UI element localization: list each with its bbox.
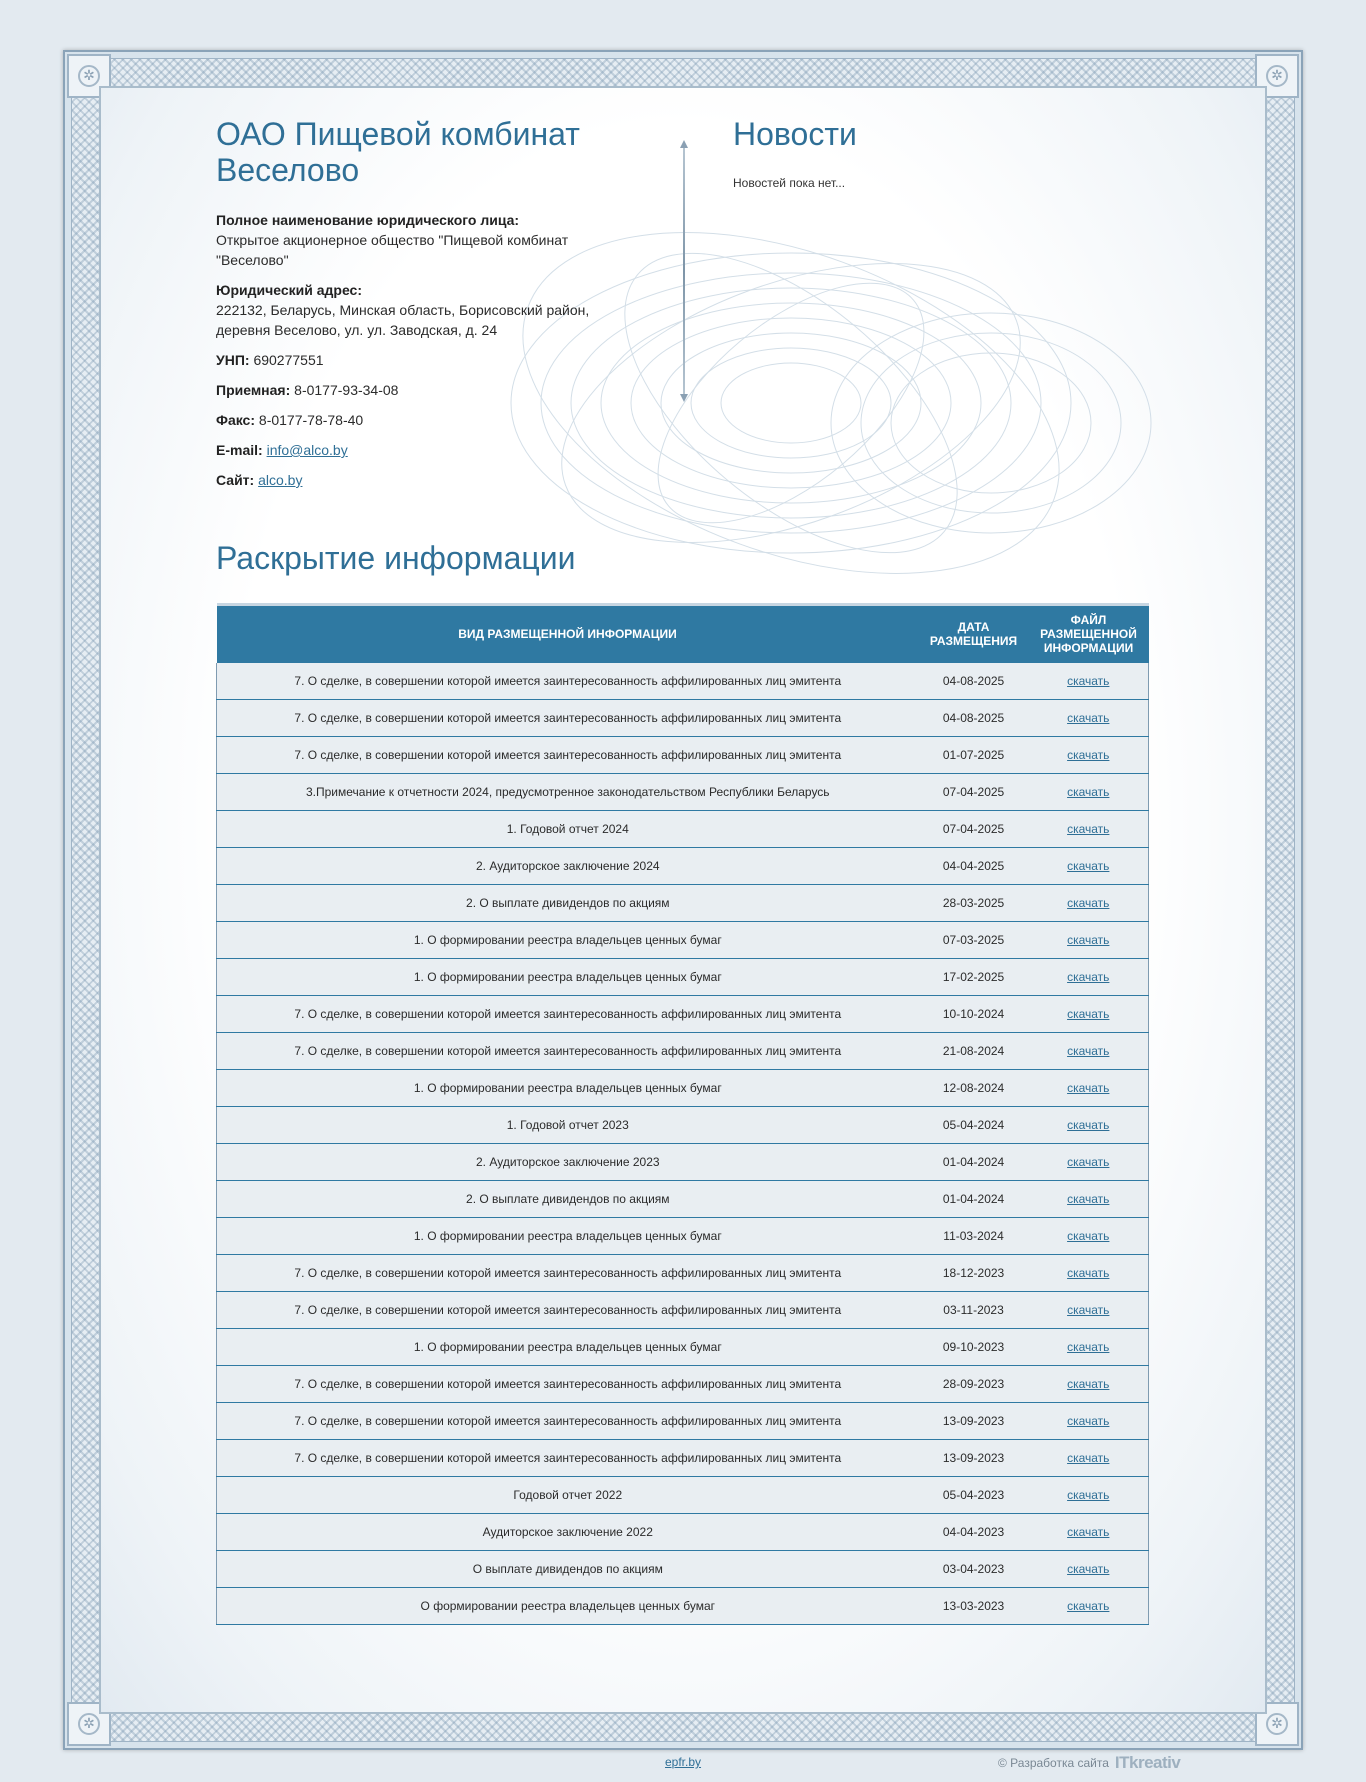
full-name-label: Полное наименование юридического лица: (216, 212, 520, 228)
download-link[interactable]: скачать (1067, 673, 1110, 688)
cell-date: 17-02-2025 (919, 959, 1029, 996)
cell-date: 07-03-2025 (919, 922, 1029, 959)
news-empty-text: Новостей пока нет... (733, 176, 846, 190)
table-row (217, 663, 1149, 700)
table-row (217, 1440, 1149, 1477)
footer-credit (998, 1753, 1180, 1773)
download-link[interactable]: скачать (1067, 1414, 1110, 1428)
cell-file (1029, 1366, 1149, 1403)
cell-info-type: 1. Годовой отчет 2024 (217, 811, 919, 848)
cell-info-type: 7. О сделке, в совершении которой имеется заинтересованность аффилированных лиц эмитента (217, 700, 919, 737)
table-row (217, 1551, 1149, 1588)
cell-info-type: 7. О сделке, в совершении которой имеется заинтересованность аффилированных лиц эмитента (217, 1255, 919, 1292)
cell-date: 03-11-2023 (919, 1292, 1029, 1329)
download-link[interactable]: скачать (1067, 1229, 1110, 1243)
cell-date: 04-04-2023 (919, 1514, 1029, 1551)
table-row (217, 1218, 1149, 1255)
table-row (217, 1144, 1149, 1181)
reception-label: Приемная: (216, 382, 291, 398)
corner-rosette-icon: ✲ (67, 1702, 111, 1746)
news-title: Новости (733, 116, 857, 152)
cell-file (1029, 1551, 1149, 1588)
cell-file (1029, 1144, 1149, 1181)
download-link[interactable]: скачать (1067, 1451, 1110, 1465)
email-row (216, 440, 616, 460)
table-row (217, 1588, 1149, 1625)
cell-info-type: 7. О сделке, в совершении которой имеется заинтересованность аффилированных лиц эмитента (217, 737, 919, 774)
table-row (217, 1033, 1149, 1070)
table-row (217, 848, 1149, 885)
download-link[interactable]: скачать (1067, 1266, 1110, 1280)
cell-date: 01-07-2025 (919, 737, 1029, 774)
cell-file (1029, 774, 1149, 811)
cell-info-type: 1. О формировании реестра владельцев ценных бумаг (217, 1329, 919, 1366)
table-row (217, 996, 1149, 1033)
footer-link[interactable]: epfr.by (665, 1755, 702, 1769)
cell-date: 18-12-2023 (919, 1255, 1029, 1292)
credit-text: © Разработка сайта (998, 1756, 1109, 1770)
cell-info-type: 7. О сделке, в совершении которой имеется заинтересованность аффилированных лиц эмитента (217, 663, 919, 700)
developer-logo[interactable]: ITkreativ (1114, 1753, 1181, 1772)
cell-date: 11-03-2024 (919, 1218, 1029, 1255)
cell-file (1029, 1440, 1149, 1477)
table-row (217, 1070, 1149, 1107)
cell-file (1029, 811, 1149, 848)
table-row (217, 1181, 1149, 1218)
cell-date: 04-04-2025 (919, 848, 1029, 885)
table-row (217, 1403, 1149, 1440)
table-row (217, 737, 1149, 774)
table-row (217, 1255, 1149, 1292)
cell-date: 07-04-2025 (919, 774, 1029, 811)
cell-info-type: Аудиторское заключение 2022 (217, 1514, 919, 1551)
corner-rosette-icon: ✲ (67, 54, 111, 98)
download-link[interactable]: скачать (1067, 1044, 1110, 1058)
cell-info-type: 1. О формировании реестра владельцев ценных бумаг (217, 1070, 919, 1107)
cell-file (1029, 1218, 1149, 1255)
corner-rosette-icon: ✲ (1255, 1702, 1299, 1746)
table-row (217, 1366, 1149, 1403)
table-row (217, 1477, 1149, 1514)
column-divider (683, 142, 685, 400)
address-label: Юридический адрес: (216, 282, 362, 298)
site-row (216, 470, 616, 490)
cell-date: 10-10-2024 (919, 996, 1029, 1033)
download-link[interactable]: скачать (1067, 859, 1110, 873)
email-link[interactable]: info@alco.by (266, 442, 348, 458)
cell-info-type: О выплате дивидендов по акциям (217, 1551, 919, 1588)
cell-file (1029, 737, 1149, 774)
full-name-value: Открытое акционерное общество "Пищевой комбинат "Веселово" (216, 232, 569, 268)
download-link[interactable]: скачать (1067, 1155, 1110, 1169)
download-link[interactable]: скачать (1067, 1562, 1110, 1576)
company-title: ОАО Пищевой комбинат Веселово (216, 116, 580, 188)
cell-info-type: 1. О формировании реестра владельцев ценных бумаг (217, 922, 919, 959)
cell-file (1029, 996, 1149, 1033)
cell-date: 01-04-2024 (919, 1144, 1029, 1181)
cell-date: 13-03-2023 (919, 1588, 1029, 1625)
cell-info-type: 2. Аудиторское заключение 2023 (217, 1144, 919, 1181)
cell-file (1029, 1403, 1149, 1440)
column-header-file: ФАЙЛ РАЗМЕЩЕННОЙ ИНФОРМАЦИИ (1029, 605, 1149, 663)
download-link[interactable]: скачать (1067, 1192, 1110, 1206)
cell-info-type: 7. О сделке, в совершении которой имеется заинтересованность аффилированных лиц эмитента (217, 1366, 919, 1403)
cell-date: 13-09-2023 (919, 1440, 1029, 1477)
cell-info-type: 1. О формировании реестра владельцев ценных бумаг (217, 1218, 919, 1255)
reception-row (216, 380, 616, 400)
download-link[interactable]: скачать (1067, 1303, 1110, 1317)
cell-date: 04-08-2025 (919, 700, 1029, 737)
download-link[interactable]: скачать (1067, 785, 1110, 799)
cell-info-type: 7. О сделке, в совершении которой имеется заинтересованность аффилированных лиц эмитента (217, 1033, 919, 1070)
site-link[interactable]: alco.by (258, 472, 303, 488)
download-link[interactable]: скачать (1067, 1377, 1110, 1391)
site-label: Сайт: (216, 472, 255, 488)
download-link[interactable]: скачать (1067, 1081, 1110, 1095)
fax-value: 8-0177-78-78-40 (258, 412, 364, 428)
download-link[interactable]: скачать (1067, 822, 1110, 836)
download-link[interactable]: скачать (1067, 711, 1110, 725)
cell-date: 01-04-2024 (919, 1181, 1029, 1218)
table-row (217, 922, 1149, 959)
cell-date: 03-04-2023 (919, 1551, 1029, 1588)
cell-file (1029, 1255, 1149, 1292)
address-row (216, 280, 616, 340)
cell-date: 05-04-2023 (919, 1477, 1029, 1514)
download-link[interactable]: скачать (1067, 970, 1110, 984)
cell-date: 05-04-2024 (919, 1107, 1029, 1144)
disclosure-table (216, 603, 1149, 1625)
unp-value: 690277551 (253, 352, 324, 368)
disclosure-title: Раскрытие информации (216, 540, 576, 576)
cell-info-type: 2. О выплате дивидендов по акциям (217, 1181, 919, 1218)
cell-info-type: 2. Аудиторское заключение 2024 (217, 848, 919, 885)
cell-date: 04-08-2025 (919, 663, 1029, 700)
cell-file (1029, 700, 1149, 737)
unp-row (216, 350, 616, 370)
cell-file (1029, 663, 1149, 700)
cell-info-type: 1. Годовой отчет 2023 (217, 1107, 919, 1144)
cell-file (1029, 1588, 1149, 1625)
cell-info-type: 7. О сделке, в совершении которой имеется заинтересованность аффилированных лиц эмитента (217, 1292, 919, 1329)
cell-info-type: 7. О сделке, в совершении которой имеется заинтересованность аффилированных лиц эмитента (217, 1440, 919, 1477)
cell-file (1029, 1070, 1149, 1107)
cell-date: 21-08-2024 (919, 1033, 1029, 1070)
cell-info-type: 1. О формировании реестра владельцев ценных бумаг (217, 959, 919, 996)
table-row (217, 1514, 1149, 1551)
table-row (217, 885, 1149, 922)
download-link[interactable]: скачать (1067, 1525, 1110, 1539)
download-link[interactable]: скачать (1067, 1118, 1110, 1132)
table-body (217, 663, 1149, 1625)
cell-file (1029, 959, 1149, 996)
download-link[interactable]: скачать (1067, 1599, 1110, 1613)
download-link[interactable]: скачать (1067, 748, 1110, 762)
table-row (217, 700, 1149, 737)
download-link[interactable]: скачать (1067, 1488, 1110, 1502)
table-row (217, 1329, 1149, 1366)
cell-file (1029, 1107, 1149, 1144)
table-header-row (217, 605, 1149, 663)
reception-value: 8-0177-93-34-08 (294, 382, 399, 398)
cell-file (1029, 885, 1149, 922)
table-row (217, 1107, 1149, 1144)
corner-rosette-icon: ✲ (1255, 54, 1299, 98)
download-link[interactable]: скачать (1067, 896, 1110, 910)
email-label: E-mail: (216, 442, 263, 458)
cell-date: 13-09-2023 (919, 1403, 1029, 1440)
cell-file (1029, 1292, 1149, 1329)
fax-row (216, 410, 616, 430)
company-info (216, 210, 616, 500)
cell-date: 12-08-2024 (919, 1070, 1029, 1107)
address-value: 222132, Беларусь, Минская область, Борисовский район, деревня Веселово, ул. ул. Заводская, д. 24 (216, 302, 590, 338)
download-link[interactable]: скачать (1067, 1007, 1110, 1021)
cell-date: 28-09-2023 (919, 1366, 1029, 1403)
cell-file (1029, 922, 1149, 959)
cell-file (1029, 1181, 1149, 1218)
full-name-row (216, 210, 616, 270)
cell-info-type: О формировании реестра владельцев ценных бумаг (217, 1588, 919, 1625)
cell-info-type: 2. О выплате дивидендов по акциям (217, 885, 919, 922)
cell-file (1029, 1033, 1149, 1070)
download-link[interactable]: скачать (1067, 933, 1110, 947)
column-header-date: ДАТА РАЗМЕЩЕНИЯ (919, 605, 1029, 663)
fax-label: Факс: (216, 412, 256, 428)
cell-file (1029, 1477, 1149, 1514)
cell-date: 07-04-2025 (919, 811, 1029, 848)
cell-info-type: 3.Примечание к отчетности 2024, предусмотренное законодательством Республики Беларусь (217, 774, 919, 811)
cell-date: 09-10-2023 (919, 1329, 1029, 1366)
table-row (217, 811, 1149, 848)
table-row (217, 1292, 1149, 1329)
cell-file (1029, 1514, 1149, 1551)
cell-info-type: Годовой отчет 2022 (217, 1477, 919, 1514)
cell-file (1029, 1329, 1149, 1366)
cell-date: 28-03-2025 (919, 885, 1029, 922)
table-row (217, 774, 1149, 811)
table-row (217, 959, 1149, 996)
cell-info-type: 7. О сделке, в совершении которой имеется заинтересованность аффилированных лиц эмитента (217, 1403, 919, 1440)
download-link[interactable]: скачать (1067, 1340, 1110, 1354)
cell-file (1029, 848, 1149, 885)
cell-info-type: 7. О сделке, в совершении которой имеется заинтересованность аффилированных лиц эмитента (217, 996, 919, 1033)
column-header-type: ВИД РАЗМЕЩЕННОЙ ИНФОРМАЦИИ (217, 605, 919, 663)
unp-label: УНП: (216, 352, 250, 368)
